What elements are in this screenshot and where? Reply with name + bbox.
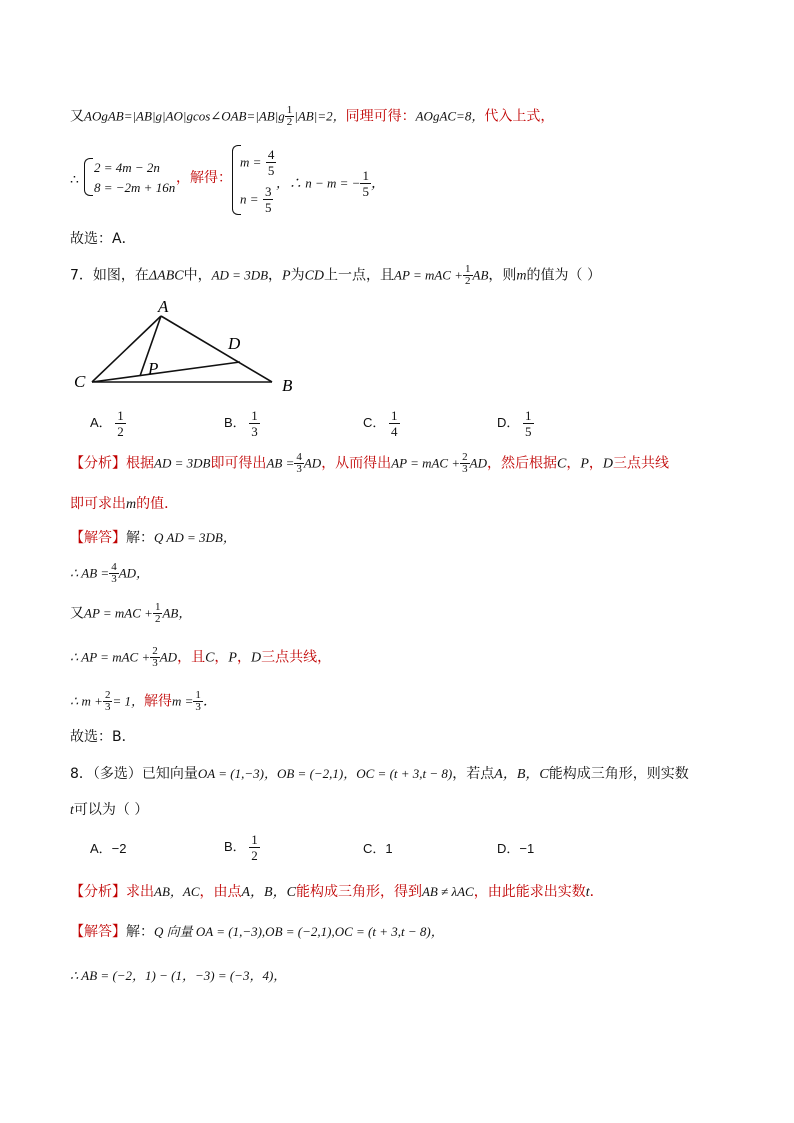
q7-option-b[interactable]: B． $\frac{1}{3}$ (224, 408, 258, 439)
side-AB (161, 316, 272, 382)
q7-step-2: 又AP = mAC + $\frac{1}{2}$ AB， (70, 601, 192, 625)
label-P: P (148, 359, 159, 378)
q8-answer: 【解答】解：Q 向量 OA = (1,−3),OB = (−2,1),OC = (t + 3,t − 8)， (70, 924, 444, 940)
q8-stem-cont: t可以为（ ） (70, 802, 149, 818)
q8-option-d[interactable]: D．−1 (497, 841, 535, 856)
q7-analysis-cont: 即可求出m的值． (70, 496, 179, 512)
q7-analysis: 【分析】根据AD = 3DB即可得出AB = $\frac{4}{3}$ AD，从而得出AP = mAC + $\frac{2}{3}$ AD，然后根据C，P，D三点共线 (70, 451, 670, 475)
q8-stem: 8．（多选）已知向量OA = (1,−3)，OB = (−2,1)，OC = (t + 3,t − 8)，若点A，B，C能构成三角形，则实数 (70, 766, 689, 782)
triangle-figure (60, 290, 320, 400)
equation-2: 8 = −2m + 16n (94, 180, 176, 195)
q8-option-b[interactable]: B． $\frac{1}{2}$ (224, 832, 258, 863)
math: |AB|=2， (294, 108, 346, 124)
text: 代入上式， (484, 108, 555, 125)
m-solution: m = $\frac{4}{5}$ (240, 147, 275, 178)
label-D: D (228, 334, 241, 353)
brace (84, 158, 93, 196)
text: 又 (70, 108, 84, 125)
q7-option-c[interactable]: C． $\frac{1}{4}$ (363, 408, 398, 439)
n-solution: n = $\frac{3}{5}$ (240, 184, 272, 215)
q8-step-1: ∴ AB = (−2，1) − (1，−3) = (−3，4)， (70, 968, 287, 983)
q8-option-a[interactable]: A．−2 (90, 841, 127, 856)
q7-stem: 7．如图，在ΔABC中，AD = 3DB，P为CD上一点，且AP = mAC + $\frac{1}{2}$ AB，则m的值为（ ） (70, 263, 601, 287)
q7-step-3: ∴ AP = mAC + $\frac{2}{3}$ AD，且C，P，D三点共线， (70, 645, 332, 669)
label-A: A (158, 297, 169, 316)
fraction: $\frac{1}{2}$ (286, 104, 293, 128)
q7-step-1: ∴ AB = $\frac{4}{3}$ AD， (70, 561, 150, 585)
label-B: B (282, 376, 293, 395)
math: AOgAB=|AB|g|AO|gcos∠OAB=|AB|g (84, 108, 285, 124)
q8-analysis: 【分析】求出AB，AC，由点A，B，C能构成三角形，得到AB ≠ λAC，由此能求出实数t． (70, 884, 604, 900)
q7-choose: 故选：B． (70, 729, 136, 745)
q7-option-a[interactable]: A． $\frac{1}{2}$ (90, 408, 124, 439)
equation-1: 2 = 4m − 2n (94, 160, 160, 175)
q7-answer: 【解答】解：Q AD = 3DB， (70, 530, 236, 546)
q7-step-4: ∴ m + $\frac{2}{3}$ = 1，解得m = $\frac{1}{3}$ ． (70, 689, 217, 713)
label-C: C (74, 372, 86, 391)
choose-line: 故选：A． (70, 231, 136, 247)
therefore: ∴ (70, 172, 79, 188)
line-1 (70, 105, 554, 128)
text: 同理可得： (345, 108, 416, 125)
text: ，解得： (176, 170, 232, 186)
q7-option-d[interactable]: D． $\frac{1}{5}$ (497, 408, 532, 439)
math: AOgAC=8， (415, 108, 485, 124)
q8-option-c[interactable]: C．1 (363, 841, 393, 856)
segment-CD (92, 362, 240, 382)
n-minus-m: ，∴ n − m = − $\frac{1}{5}$ ， (276, 168, 385, 199)
